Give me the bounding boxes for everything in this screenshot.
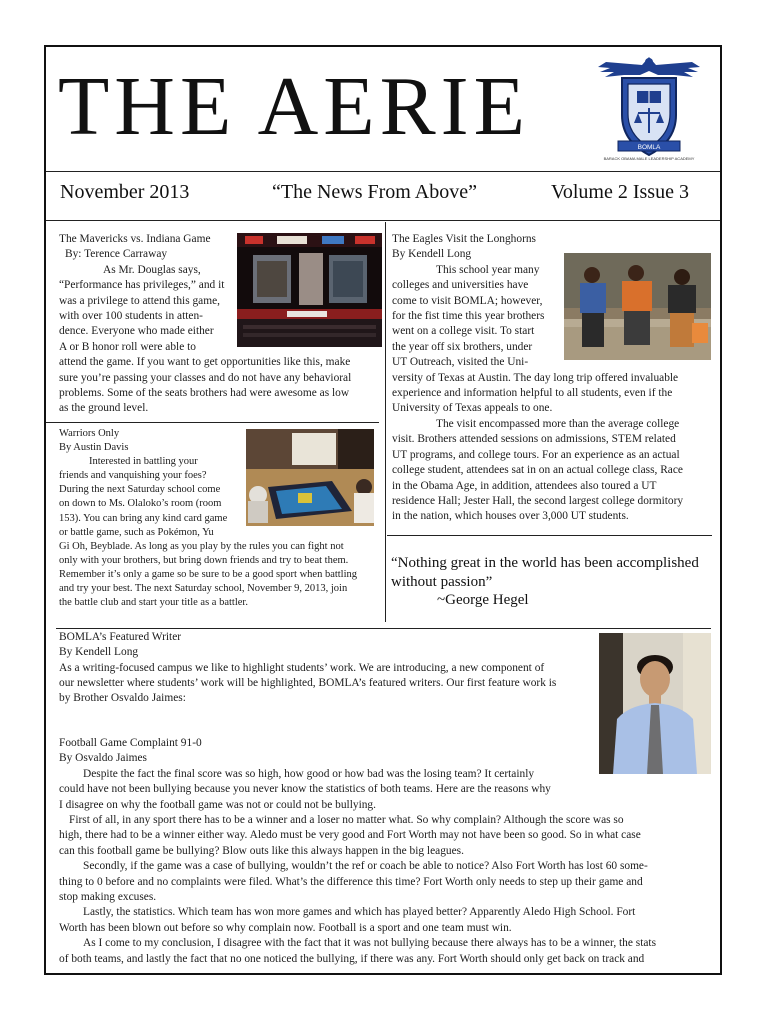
- article-byline: By Kendell Long: [59, 646, 139, 659]
- column-divider: [385, 222, 386, 622]
- article-warriors-only: Warriors Only By Austin Davis Interested in battling your friends and vanquishing your foes? During the next Saturday school come on down to Ms. Olaloko’s room (room 153). You can bring any kind card game or battle game, such as Pokémon, Yu Gi Oh, Beyblade. As long as you play by the rules you can fight not only with your brothers, but bring down friends and try to beat them. Remember it’s only a game so be sure to be a good sport when battling and try your best. The next Saturday school, November 9, 2013, join the battle club and start your title as a battler.: [59, 427, 381, 610]
- section-divider: [56, 628, 711, 629]
- essay-football-complaint: Football Game Complaint 91-0 By Osvaldo Jaimes Despite the fact the final score was so high, how good or how bad was the losing team? It certainly could have not been bullying because you never know the statistics of both teams. Here are the reasons why I disagree on why the football game was not or could not be bullying. First of all, in any sport there has to be a winner and a loser no matter what. So why complain? Although the score was so high, there had to be a winner either way. Aledo must be very good and Fort Worth may not have been so good. So in what case can this football game be bullying? Blow outs like this always happen in the big leagues. Secondly, if the game was a case of bullying, wouldn’t the ref or coach be able to notice? Also Fort Worth has lost 60 some- thing to 0 before and no complaints were filed. What’s the difference this time? Fort Worth only needs to step up their game and stop making excuses. Lastly, the statistics. Which team has won more games and which has played better? Apparently Aledo High School. Fort Worth has been blown out before so why complain now. Football is a sport and one team must win. As I come to my conclusion, I disagree with the fact that it was not bullying because there always has to be a winner, the stats of both teams, and lastly the fact that no one noticed the bullying, if there was any. Fort Worth should only get back on track and: [59, 736, 711, 967]
- article-headline: The Mavericks vs. Indiana Game: [59, 233, 211, 245]
- masthead-title: THE AERIE: [58, 60, 530, 153]
- quote-author: ~George Hegel: [437, 592, 529, 608]
- featured-writer-section: BOMLA’s Featured Writer By Kendell Long As a writing-focused campus we like to highlight students’ work. We are introducing, a new component of our newsletter where students’ work will be highlighted, BOMLA’s featured writers. Our first feature work is by Brother Osvaldo Jaimes:: [59, 630, 599, 706]
- article-eagles-longhorns: The Eagles Visit the Longhorns By Kendell Long This school year many colleges and universities have come to visit BOMLA; however, for the fist time this year brothers went on a college visit. To start the year off six brothers, under UT Outreach, visited the Uni- versity of Texas at Austin. The day long trip offered invaluable experience and information helpful to all students, even if the University of Texas appeals to one. The visit encompassed more than the average college visit. Brothers attended sessions on admissions, STEM related UT programs, and college tours. For an experience as an actual college student, attendees sat in on an actual college class, Race in the Obama Age, in addition, attendees also toured a UT residence Hall; Jester Hall, the second largest college dormitory in the nation, which houses over 3,000 UT students.: [392, 232, 714, 525]
- article-byline: By Kendell Long: [392, 248, 472, 261]
- pull-quote: [391, 554, 711, 610]
- article-headline: BOMLA’s Featured Writer: [59, 631, 182, 643]
- board-game-photo: [246, 429, 374, 526]
- school-crest-logo: [596, 53, 702, 165]
- students-campus-photo: [564, 253, 711, 360]
- crest-motto: BOMLA: [637, 144, 661, 151]
- volume-issue: Volume 2 Issue 3: [551, 181, 689, 203]
- newsletter-tagline: “The News From Above”: [272, 181, 477, 203]
- masthead-divider: [46, 171, 720, 172]
- crest-caption: BARACK OBAMA MALE LEADERSHIP ACADEMY: [603, 156, 695, 161]
- article-byline: By Austin Davis: [59, 442, 129, 454]
- article-headline: Warriors Only: [59, 428, 120, 439]
- infobar-divider: [46, 220, 720, 221]
- newsletter-page: [44, 45, 722, 975]
- quote-line-2: without passion”: [391, 573, 493, 590]
- eagle-wings-icon: [598, 57, 700, 77]
- left-column-divider: [46, 422, 379, 423]
- right-column-divider: [387, 535, 712, 536]
- arena-scoreboard-photo: [237, 233, 382, 347]
- article-byline: By: Terence Carraway: [65, 248, 168, 261]
- article-headline: The Eagles Visit the Longhorns: [392, 233, 536, 245]
- quote-line-1: “Nothing great in the world has been accomplished: [391, 555, 699, 571]
- article-mavericks: The Mavericks vs. Indiana Game By: Terence Carraway As Mr. Douglas says, “Performance has privileges,” and it was a privilege to attend this game, with over 100 students in atten- dence. Everyone who made either A or B honor roll were able to attend the game. If you want to get opportunities like this, make sure you’re passing your classes and do not have any behavioral problems. Some of the seats brothers had were awesome as low as the ground level.: [59, 232, 381, 417]
- article-byline: By Osvaldo Jaimes: [59, 752, 147, 765]
- article-headline: Football Game Complaint 91-0: [59, 737, 202, 749]
- issue-date: November 2013: [60, 181, 190, 203]
